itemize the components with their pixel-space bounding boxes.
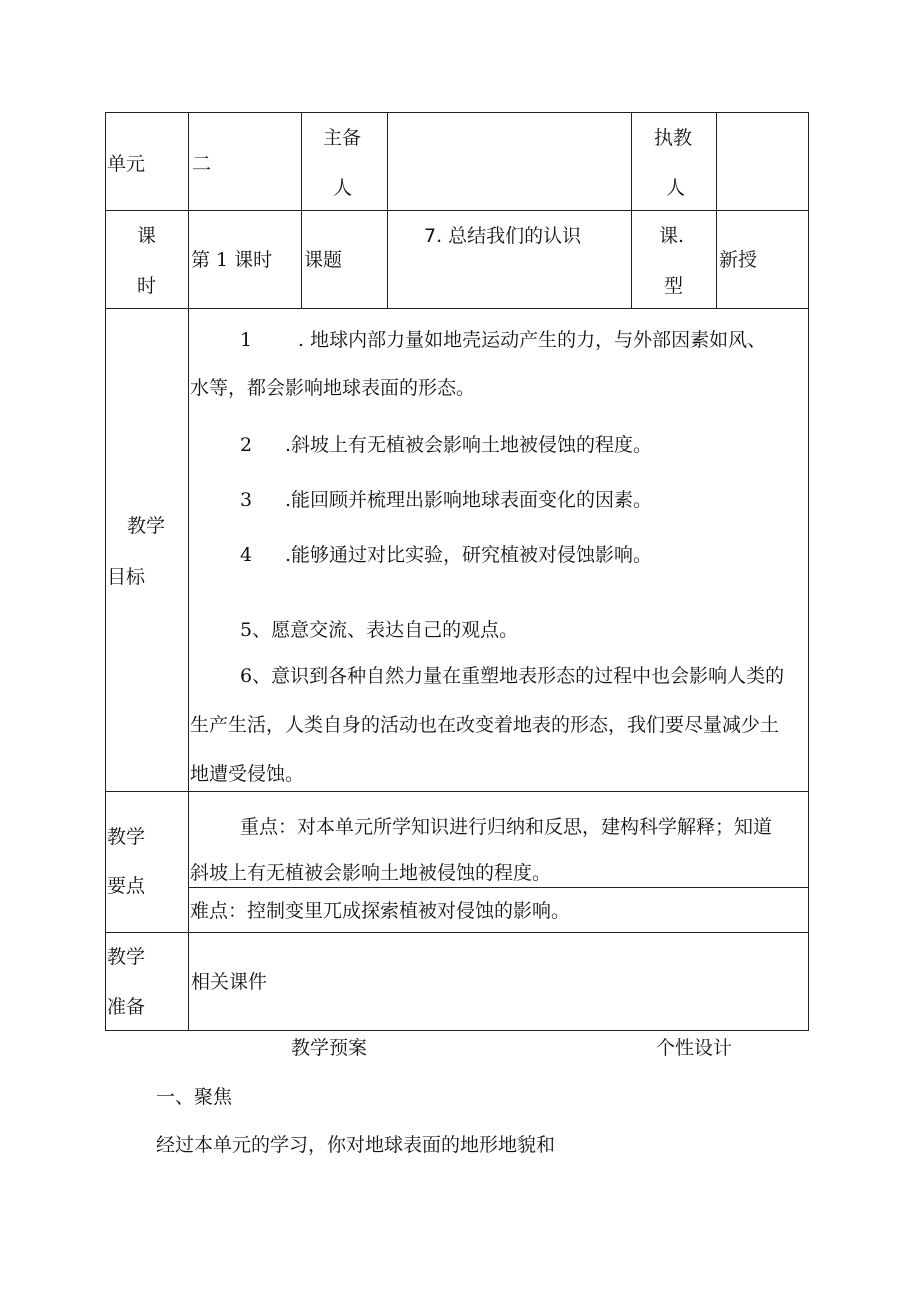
objectives-label-line1: 教学 — [127, 515, 166, 537]
table-row-divider — [188, 887, 809, 888]
table-border-right — [808, 112, 809, 1031]
table-col-divider — [188, 112, 189, 1031]
objective-5: 5、愿意交流、表达自己的观点。 — [240, 619, 519, 641]
section-heading-focus: 一、聚焦 — [156, 1086, 233, 1108]
teacher-label-line1: 执教 — [654, 127, 693, 149]
table-border-top — [105, 112, 809, 113]
objective-4-number: 4 — [240, 544, 253, 566]
period-value: 第 1 课时 — [191, 249, 273, 271]
objective-1-text: . 地球内部力量如地壳运动产生的力，与外部因素如风、 — [298, 329, 767, 351]
unit-label: 单元 — [107, 153, 146, 175]
prep-label-line1: 教学 — [107, 946, 146, 968]
table-col-divider — [301, 112, 302, 309]
table-col-divider — [716, 112, 717, 309]
type-value: 新授 — [719, 249, 758, 271]
objective-1-continuation: 水等，都会影响地球表面的形态。 — [190, 377, 476, 399]
topic-label: 课题 — [304, 249, 343, 271]
table-border-left — [105, 112, 106, 1031]
table-row-divider — [105, 308, 809, 309]
difficulty-point: 难点：控制变里兀成探索植被对侵蚀的影响。 — [190, 900, 571, 922]
objective-3-text: .能回顾并梳理出影响地球表面变化的因素。 — [285, 489, 653, 511]
objective-6-line1: 6、意识到各种自然力量在重塑地表形态的过程中也会影响人类的 — [240, 665, 785, 687]
objectives-label-line2: 目标 — [107, 566, 146, 588]
topic-value: 7. 总结我们的认识 — [424, 225, 582, 247]
period-label-line1: 课 — [137, 225, 157, 247]
type-label-line2: 型 — [664, 275, 684, 297]
type-label-line1: 课. — [659, 225, 685, 247]
body-paragraph: 经过本单元的学习，你对地球表面的地形地貌和 — [156, 1134, 556, 1156]
focus-point-line1: 重点：对本单元所学知识进行归纳和反思，建构科学解释；知道 — [240, 816, 773, 838]
table-row-divider — [105, 932, 809, 933]
objective-6-line2: 生产生活，人类自身的活动也在改变着地表的形态，我们要尽量减少土 — [190, 714, 780, 736]
table-row-divider — [105, 791, 809, 792]
table-row-divider — [105, 210, 809, 211]
objective-1-number: 1 — [240, 329, 253, 351]
focus-point-line2: 斜坡上有无植被会影响土地被侵蚀的程度。 — [190, 862, 552, 884]
objective-6-line3: 地遭受侵蚀。 — [190, 763, 305, 785]
keypoints-label-line2: 要点 — [107, 875, 146, 897]
table-border-bottom — [105, 1030, 809, 1031]
objective-2-text: .斜坡上有无植被会影响土地被侵蚀的程度。 — [285, 434, 653, 456]
keypoints-label-line1: 教学 — [107, 826, 146, 848]
table-col-divider — [387, 112, 388, 309]
plan-heading: 教学预案 — [291, 1037, 368, 1059]
period-label-line2: 时 — [137, 275, 157, 297]
objective-2-number: 2 — [240, 434, 253, 456]
objective-3-number: 3 — [240, 489, 253, 511]
lead-label-line2: 人 — [333, 177, 353, 199]
unit-value: 二 — [192, 153, 212, 175]
teacher-label-line2: 人 — [666, 177, 686, 199]
prep-value: 相关课件 — [191, 971, 268, 993]
design-heading: 个性设计 — [656, 1037, 733, 1059]
prep-label-line2: 准备 — [107, 996, 146, 1018]
objective-4-text: .能够通过对比实验，研究植被对侵蚀影响。 — [285, 544, 653, 566]
lead-label-line1: 主备 — [323, 127, 362, 149]
table-col-divider — [631, 112, 632, 309]
